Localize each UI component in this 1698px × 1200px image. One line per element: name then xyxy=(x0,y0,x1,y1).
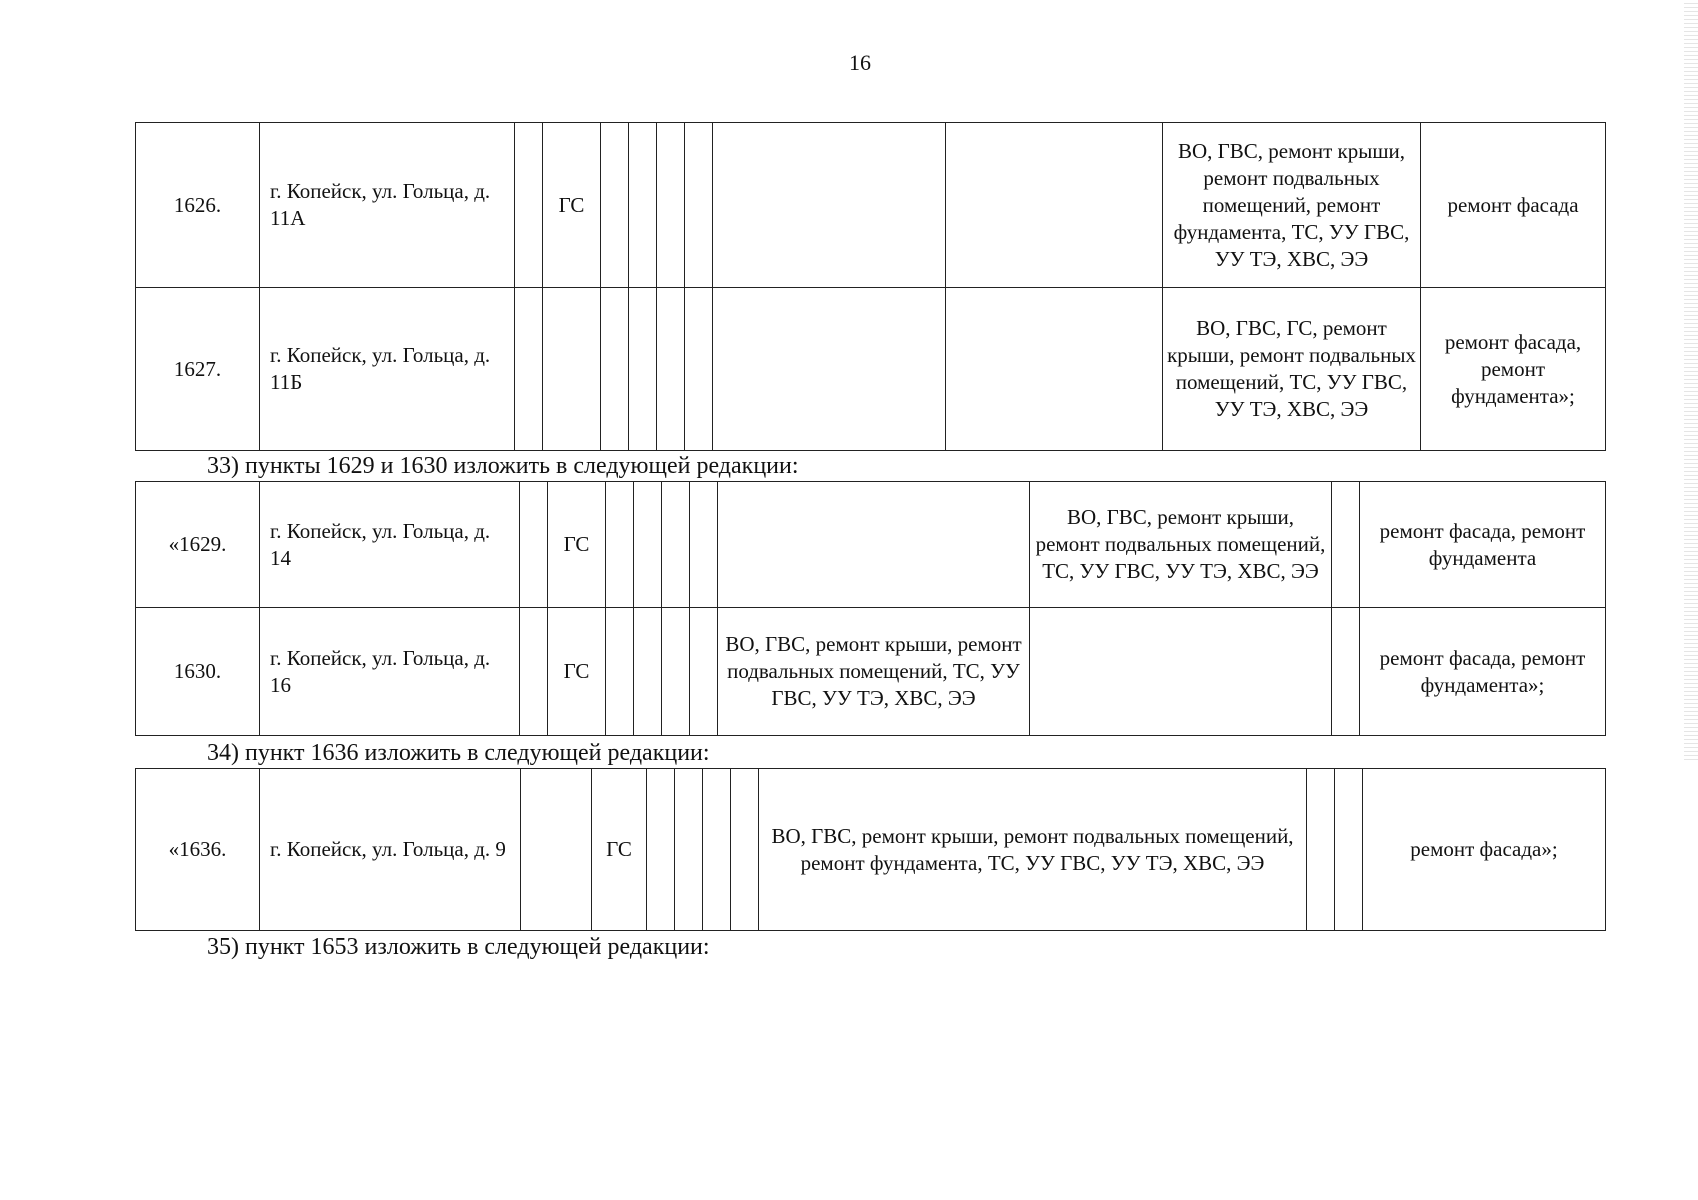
facade-cell: ремонт фасада»; xyxy=(1363,769,1606,931)
empty-cell xyxy=(634,608,662,736)
item-address: г. Копейск, ул. Гольца, д. 14 xyxy=(260,482,520,608)
works-cell: ВО, ГВС, ремонт крыши, ремонт подвальных помещений, ремонт фундамента, ТС, УУ ГВС, УУ ТЭ, ХВС, ЭЭ xyxy=(1163,123,1421,288)
item-number: 1626. xyxy=(136,123,260,288)
table-items-1626-1627 xyxy=(135,122,1606,451)
works-cell-a: ВО, ГВС, ремонт крыши, ремонт подвальных помещений, ТС, УУ ГВС, УУ ТЭ, ХВС, ЭЭ xyxy=(718,608,1030,736)
empty-cell xyxy=(1335,769,1363,931)
facade-cell: ремонт фасада, ремонт фундамента»; xyxy=(1421,288,1606,451)
page-number: 16 xyxy=(849,50,871,75)
paragraph-33: 33) пункты 1629 и 1630 изложить в следующей редакции: xyxy=(207,453,799,479)
item-number: «1629. xyxy=(136,482,260,608)
empty-cell xyxy=(662,482,690,608)
item-number: «1636. xyxy=(136,769,260,931)
item-number: 1627. xyxy=(136,288,260,451)
item-address: г. Копейск, ул. Гольца, д. 11А xyxy=(260,123,515,288)
empty-cell xyxy=(675,769,703,931)
empty-cell xyxy=(629,123,657,288)
paragraph-35: 35) пункт 1653 изложить в следующей редакции: xyxy=(207,934,710,960)
empty-cell xyxy=(515,288,543,451)
gs-cell xyxy=(543,288,601,451)
empty-cell xyxy=(1307,769,1335,931)
table-row xyxy=(136,608,1606,736)
table-items-1629-1630 xyxy=(135,481,1606,736)
works-cell-b xyxy=(1030,608,1332,736)
empty-cell xyxy=(520,608,548,736)
empty-cell xyxy=(515,123,543,288)
empty-cell xyxy=(946,288,1163,451)
item-address: г. Копейск, ул. Гольца, д. 16 xyxy=(260,608,520,736)
table-row xyxy=(136,123,1606,288)
table-item-1636 xyxy=(135,768,1606,931)
empty-cell xyxy=(690,482,718,608)
empty-cell xyxy=(1332,608,1360,736)
empty-cell xyxy=(601,123,629,288)
empty-cell xyxy=(685,288,713,451)
empty-cell xyxy=(657,288,685,451)
table-row xyxy=(136,288,1606,451)
empty-cell xyxy=(629,288,657,451)
scan-edge-artifact xyxy=(1684,0,1698,760)
empty-cell xyxy=(713,123,946,288)
empty-cell xyxy=(703,769,731,931)
empty-cell xyxy=(521,769,592,931)
empty-cell xyxy=(657,123,685,288)
empty-cell xyxy=(520,482,548,608)
works-cell-a xyxy=(718,482,1030,608)
empty-cell xyxy=(647,769,675,931)
empty-cell xyxy=(606,482,634,608)
empty-cell xyxy=(690,608,718,736)
works-cell-b: ВО, ГВС, ремонт крыши, ремонт подвальных помещений, ТС, УУ ГВС, УУ ТЭ, ХВС, ЭЭ xyxy=(1030,482,1332,608)
works-cell: ВО, ГВС, ремонт крыши, ремонт подвальных помещений, ремонт фундамента, ТС, УУ ГВС, УУ ТЭ, ХВС, ЭЭ xyxy=(759,769,1307,931)
facade-cell: ремонт фасада xyxy=(1421,123,1606,288)
empty-cell xyxy=(662,608,690,736)
gs-cell: ГС xyxy=(548,608,606,736)
paragraph-34: 34) пункт 1636 изложить в следующей редакции: xyxy=(207,740,710,766)
gs-cell: ГС xyxy=(543,123,601,288)
item-number: 1630. xyxy=(136,608,260,736)
empty-cell xyxy=(731,769,759,931)
empty-cell xyxy=(713,288,946,451)
empty-cell xyxy=(601,288,629,451)
gs-cell: ГС xyxy=(592,769,647,931)
empty-cell xyxy=(634,482,662,608)
empty-cell xyxy=(1332,482,1360,608)
facade-cell: ремонт фасада, ремонт фундамента xyxy=(1360,482,1606,608)
item-address: г. Копейск, ул. Гольца, д. 11Б xyxy=(260,288,515,451)
table-row xyxy=(136,769,1606,931)
empty-cell xyxy=(606,608,634,736)
item-address: г. Копейск, ул. Гольца, д. 9 xyxy=(260,769,521,931)
facade-cell: ремонт фасада, ремонт фундамента»; xyxy=(1360,608,1606,736)
gs-cell: ГС xyxy=(548,482,606,608)
empty-cell xyxy=(946,123,1163,288)
empty-cell xyxy=(685,123,713,288)
works-cell: ВО, ГВС, ГС, ремонт крыши, ремонт подвальных помещений, ТС, УУ ГВС, УУ ТЭ, ХВС, ЭЭ xyxy=(1163,288,1421,451)
table-row xyxy=(136,482,1606,608)
